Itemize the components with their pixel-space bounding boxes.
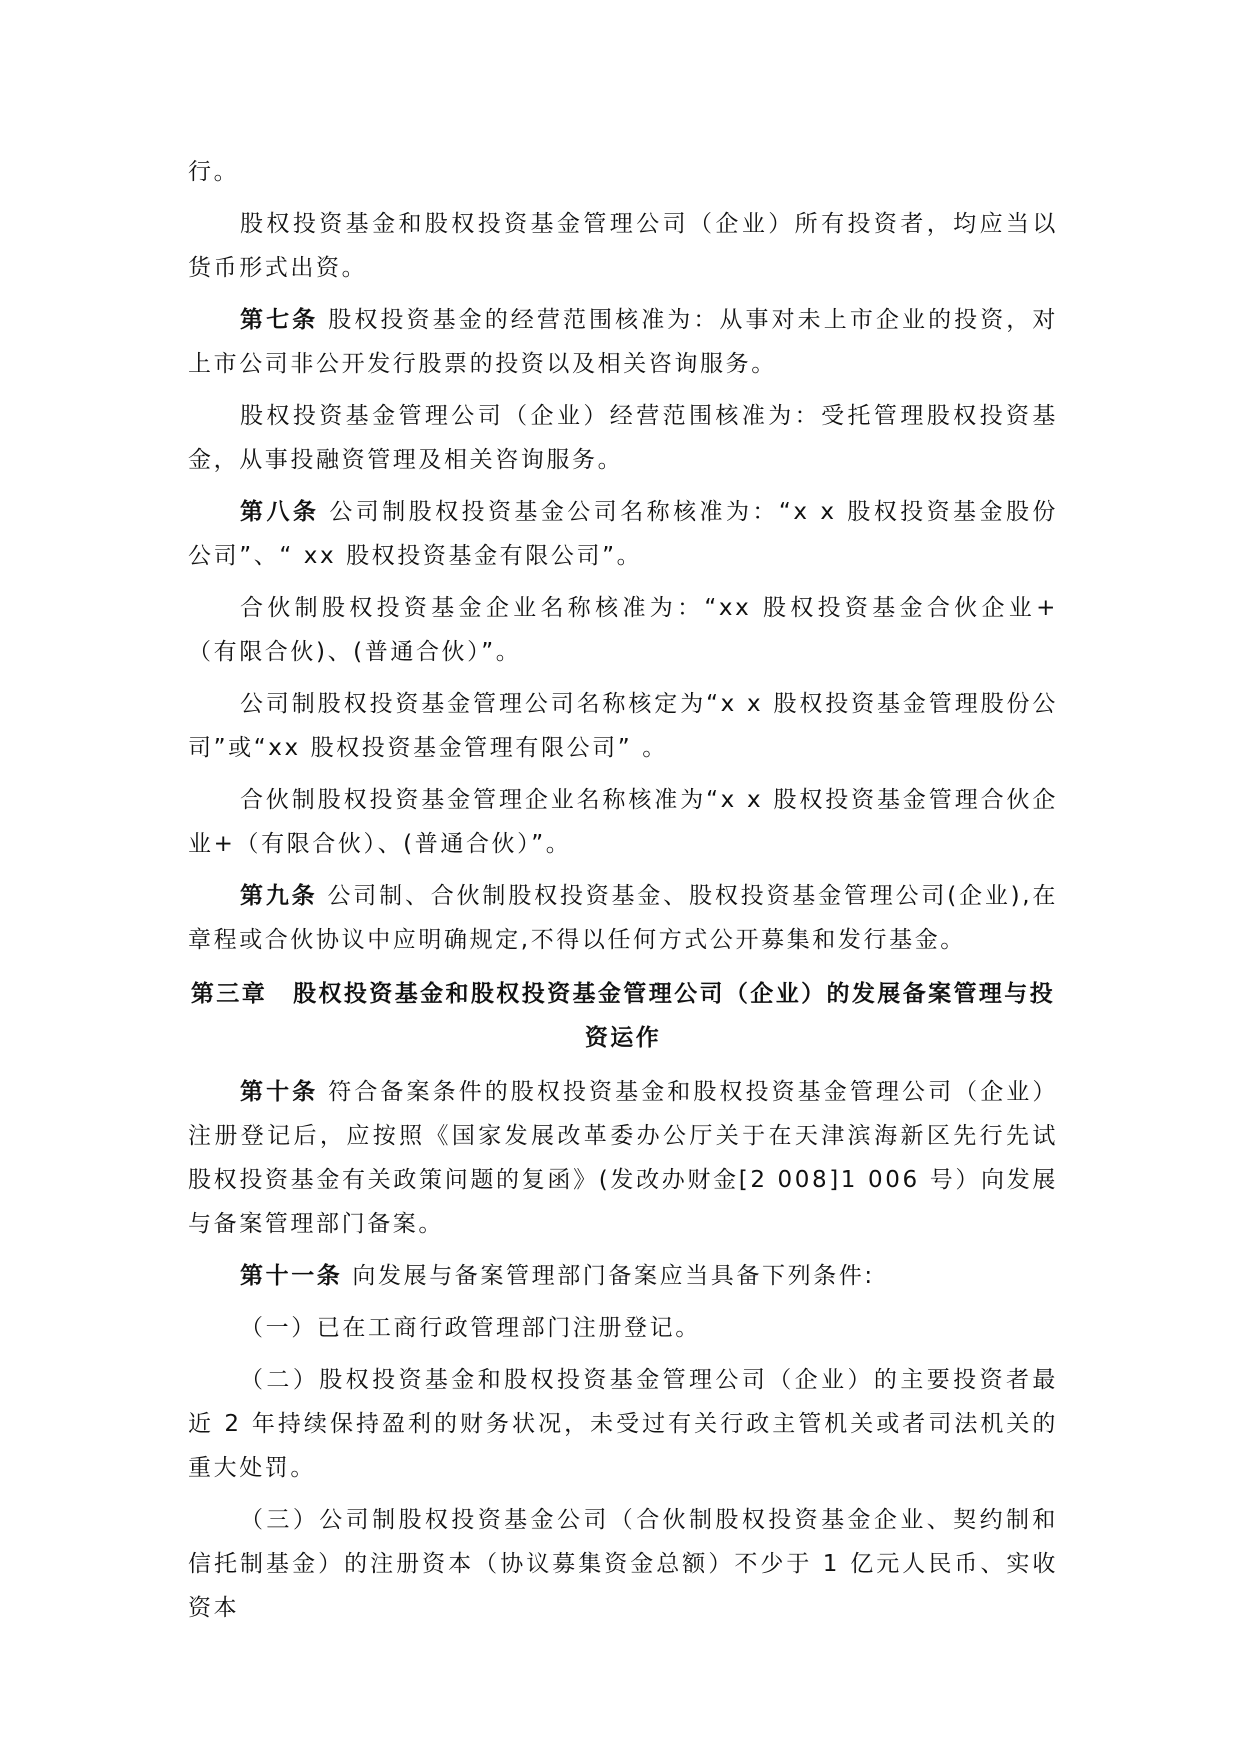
article-number: 第十条 xyxy=(240,1079,319,1105)
paragraph-management-scope: 股权投资基金管理公司（企业）经营范围核准为：受托管理股权投资基金，从事投融资管理及相关咨询服务。 xyxy=(188,403,1058,473)
paragraph-company-manager-name: 公司制股权投资基金管理公司名称核定为“x x 股权投资基金管理股份公司”或“xx 股权投资基金管理有限公司” 。 xyxy=(188,691,1058,761)
article-text: 向发展与备案管理部门备案应当具备下列条件: xyxy=(352,1263,875,1289)
condition-item-1: （一）已在工商行政管理部门注册登记。 xyxy=(240,1315,701,1341)
paragraph-partnership-manager-name: 合伙制股权投资基金管理企业名称核准为“x x 股权投资基金管理合伙企业+（有限合伙）、(普通合伙）”。 xyxy=(188,787,1058,857)
chapter-heading xyxy=(188,972,1058,1060)
article-9 xyxy=(188,874,1058,962)
article-number: 第八条 xyxy=(240,499,320,525)
article-number: 第七条 xyxy=(240,307,319,333)
condition-item-2: （二）股权投资基金和股权投资基金管理公司（企业）的主要投资者最近 2 年持续保持盈利的财务状况，未受过有关行政主管机关或者司法机关的重大处罚。 xyxy=(188,1367,1058,1481)
paragraph-partnership-fund-name: 合伙制股权投资基金企业名称核准为：“xx 股权投资基金合伙企业+（有限合伙)、(普通合伙）”。 xyxy=(188,595,1058,665)
article-11 xyxy=(188,1254,1058,1298)
paragraph-investor-contribution: 股权投资基金和股权投资基金管理公司（企业）所有投资者，均应当以货币形式出资。 xyxy=(188,211,1058,281)
paragraph-continuation: 行。 xyxy=(188,159,240,185)
article-number: 第九条 xyxy=(240,883,318,909)
article-number: 第十一条 xyxy=(240,1263,343,1289)
article-text: 符合备案条件的股权投资基金和股权投资基金管理公司（企业）注册登记后，应按照《国家发展改革委办公厅关于在天津滨海新区先行先试股权投资基金有关政策问题的复函》(发改办财金[2 008]1 006 号）向发展与备案管理部门备案。 xyxy=(188,1079,1058,1237)
article-text: 股权投资基金的经营范围核准为：从事对未上市企业的投资，对上市公司非公开发行股票的投资以及相关咨询服务。 xyxy=(188,307,1058,377)
article-8 xyxy=(188,490,1058,578)
chapter-title: 股权投资基金和股权投资基金管理公司（企业）的发展备案管理与投资运作 xyxy=(293,981,1056,1051)
article-text: 公司制、合伙制股权投资基金、股权投资基金管理公司(企业),在章程或合伙协议中应明确规定,不得以任何方式公开募集和发行基金。 xyxy=(188,883,1058,953)
article-text: 公司制股权投资基金公司名称核准为：“x x 股权投资基金股份公司”、“ xx 股权投资基金有限公司”。 xyxy=(188,499,1058,569)
chapter-number: 第三章 xyxy=(190,981,268,1007)
article-10 xyxy=(188,1070,1058,1246)
condition-item-3: （三）公司制股权投资基金公司（合伙制股权投资基金企业、契约制和信托制基金）的注册资本（协议募集资金总额）不少于 1 亿元人民币、实收资本 xyxy=(188,1507,1058,1621)
article-7 xyxy=(188,298,1058,386)
document-body xyxy=(188,150,1058,1630)
